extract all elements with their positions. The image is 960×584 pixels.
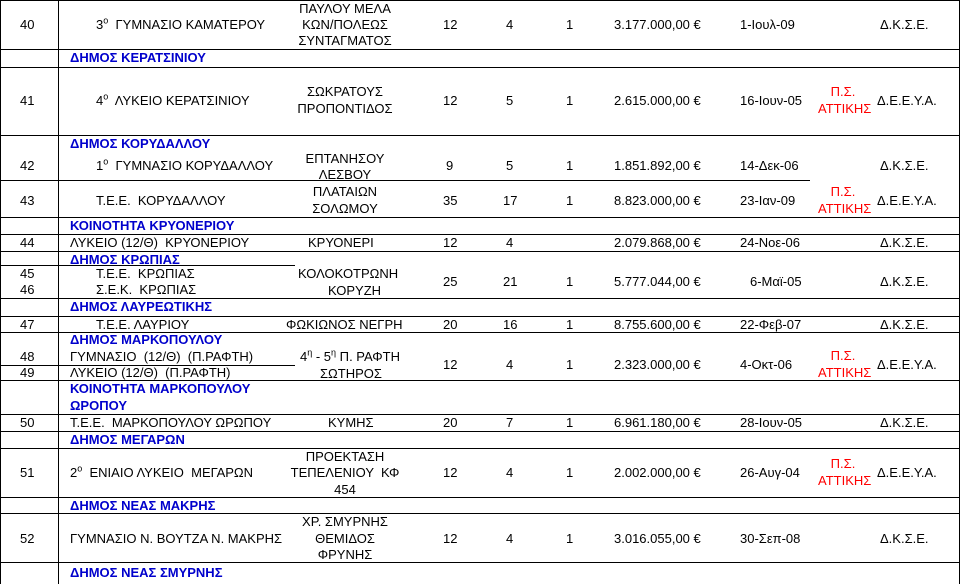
address-line: ΦΡΥΝΗΣ (317, 547, 373, 562)
school-name: $1^o$ ΓΥΜΝΑΣΙΟ ΚΟΡΥΔΑΛΛΟΥ (96, 156, 274, 173)
municipality-header: ΔΗΜΟΣ ΝΕΑΣ ΜΑΚΡΗΣ (70, 498, 216, 513)
ps-label: Π.Σ. (830, 348, 856, 363)
date: 1-Ιουλ-09 (740, 17, 795, 32)
address-line: ΤΕΠΕΛΕΝΙΟΥ ΚΦ (290, 465, 400, 480)
date: 23-Ιαν-09 (740, 193, 796, 208)
address-line: ΣΩΤΗΡΟΣ (320, 366, 382, 381)
municipality-header: ΚΟΙΝΟΤΗΤΑ ΜΑΡΚΟΠΟΥΛΟΥ (70, 381, 251, 396)
count-1: 25 (443, 274, 458, 289)
count-2: 5 (506, 93, 514, 108)
address-line: ΠΡΟΠΟΝΤΙΔΟΣ (297, 101, 393, 116)
row-separator (0, 180, 810, 181)
school-name: $4^o$ ΛΥΚΕΙΟ ΚΕΡΑΤΣΙΝΙΟΥ (96, 91, 250, 108)
school-name: $3^o$ ΓΥΜΝΑΣΙΟ ΚΑΜΑΤΕΡΟΥ (96, 15, 266, 32)
municipality-header: ΔΗΜΟΣ ΚΡΩΠΙΑΣ (70, 252, 180, 267)
address-line: ΛΕΣΒΟΥ (318, 167, 372, 182)
agency: Δ.Ε.Ε.Υ.Α. (877, 357, 937, 372)
amount: 1.851.892,00 € (614, 158, 701, 173)
municipality-header: ΔΗΜΟΣ ΚΕΡΑΤΣΙΝΙΟΥ (70, 50, 206, 65)
address-line: ΣΟΛΩΜΟΥ (312, 201, 378, 216)
agency: Δ.Κ.Σ.Ε. (880, 17, 929, 32)
date: 4-Οκτ-06 (740, 357, 793, 372)
count-3: 1 (566, 158, 574, 173)
count-3: 1 (566, 317, 574, 332)
count-3: 1 (566, 531, 574, 546)
row-number: 46 (20, 282, 35, 297)
row-number: 51 (20, 465, 35, 480)
address-line: ΚΟΡΥΖΗ (328, 283, 382, 298)
row-number: 44 (20, 235, 35, 250)
date: 28-Ιουν-05 (740, 415, 803, 430)
column-separator (58, 0, 59, 584)
row-number: 52 (20, 531, 35, 546)
ps-label: Π.Σ. (830, 184, 856, 199)
count-2: 4 (506, 465, 514, 480)
school-name: ΛΥΚΕΙΟ (12/Θ) (Π.ΡΑΦΤΗ) (70, 365, 231, 380)
date: 16-Ιουν-05 (740, 93, 803, 108)
count-2: 17 (503, 193, 518, 208)
amount: 3.177.000,00 € (614, 17, 701, 32)
agency: Δ.Κ.Σ.Ε. (880, 415, 929, 430)
address-line: 454 (334, 482, 356, 497)
amount: 2.323.000,00 € (614, 357, 701, 372)
amount: 3.016.055,00 € (614, 531, 701, 546)
address-line: ΚΥΜΗΣ (328, 415, 374, 430)
school-name: Τ.Ε.Ε. ΜΑΡΚΟΠΟΥΛΟΥ ΩΡΩΠΟΥ (70, 415, 272, 430)
column-separator (0, 0, 1, 584)
date: 6-Μαϊ-05 (750, 274, 802, 289)
count-3: 1 (566, 465, 574, 480)
date: 14-Δεκ-06 (740, 158, 799, 173)
school-name: ΛΥΚΕΙΟ (12/Θ) ΚΡΥΟΝΕΡΙΟΥ (70, 235, 250, 250)
amount: 2.615.000,00 € (614, 93, 701, 108)
row-number: 40 (20, 17, 35, 32)
address-line: ΣΩΚΡΑΤΟΥΣ (307, 84, 383, 99)
agency: Δ.Κ.Σ.Ε. (880, 531, 929, 546)
count-1: 12 (443, 235, 458, 250)
municipality-header: ΚΟΙΝΟΤΗΤΑ ΚΡΥΟΝΕΡΙΟΥ (70, 218, 235, 233)
count-1: 12 (443, 465, 458, 480)
count-2: 21 (503, 274, 518, 289)
count-2: 16 (503, 317, 518, 332)
count-1: 12 (443, 17, 458, 32)
municipality-header: ΩΡΟΠΟΥ (70, 398, 128, 413)
agency: Δ.Κ.Σ.Ε. (880, 317, 929, 332)
row-number: 49 (20, 365, 35, 380)
amount: 5.777.044,00 € (614, 274, 701, 289)
count-2: 7 (506, 415, 514, 430)
count-2: 5 (506, 158, 514, 173)
agency: Δ.Ε.Ε.Υ.Α. (877, 93, 937, 108)
row-number: 42 (20, 158, 35, 173)
count-1: 20 (443, 317, 458, 332)
date: 24-Νοε-06 (740, 235, 800, 250)
ps-region: ΑΤΤΙΚΗΣ (818, 365, 872, 380)
address-line: ΚΟΛΟΚΟΤΡΩΝΗ (298, 266, 399, 281)
count-1: 12 (443, 531, 458, 546)
count-3: 1 (566, 93, 574, 108)
address-line: ΠΑΥΛΟΥ ΜΕΛΑ (299, 1, 391, 16)
count-3: 1 (566, 274, 574, 289)
municipality-header: ΔΗΜΟΣ ΚΟΡΥΔΑΛΛΟΥ (70, 136, 211, 151)
amount: 8.823.000,00 € (614, 193, 701, 208)
amount: 2.079.868,00 € (614, 235, 701, 250)
count-3: 1 (566, 193, 574, 208)
municipality-header: ΔΗΜΟΣ ΜΑΡΚΟΠΟΥΛΟΥ (70, 332, 223, 347)
address-line: ΠΛΑΤΑΙΩΝ (312, 184, 378, 199)
address-line: ΦΩΚΙΩΝΟΣ ΝΕΓΡΗ (286, 317, 403, 332)
row-number: 45 (20, 266, 35, 281)
school-name: ΓΥΜΝΑΣΙΟ (12/Θ) (Π.ΡΑΦΤΗ) (70, 349, 254, 364)
row-separator (0, 448, 960, 449)
municipality-header: ΔΗΜΟΣ ΛΑΥΡΕΩΤΙΚΗΣ (70, 299, 213, 314)
row-number: 50 (20, 415, 35, 430)
count-2: 4 (506, 235, 514, 250)
count-3: 1 (566, 357, 574, 372)
row-number: 48 (20, 349, 35, 364)
agency: Δ.Κ.Σ.Ε. (880, 158, 929, 173)
municipality-header: ΔΗΜΟΣ ΜΕΓΑΡΩΝ (70, 432, 185, 447)
agency: Δ.Ε.Ε.Υ.Α. (877, 465, 937, 480)
agency: Δ.Κ.Σ.Ε. (880, 274, 929, 289)
address-line: ΣΥΝΤΑΓΜΑΤΟΣ (298, 33, 392, 48)
ps-region: ΑΤΤΙΚΗΣ (818, 473, 872, 488)
address-line: $4^\eta - 5^\eta$ Π. ΡΑΦΤΗ (300, 347, 400, 364)
address-line: ΕΠΤΑΝΗΣΟΥ (305, 151, 385, 166)
agency: Δ.Κ.Σ.Ε. (880, 235, 929, 250)
count-3: 1 (566, 415, 574, 430)
address-line: ΚΩΝ/ΠΟΛΕΩΣ (302, 17, 388, 32)
address-line: ΧΡ. ΣΜΥΡΝΗΣ (302, 514, 388, 529)
school-name: Τ.Ε.Ε. ΛΑΥΡΙΟΥ (96, 317, 190, 332)
school-name: ΓΥΜΝΑΣΙΟ Ν. ΒΟΥΤΖΑ Ν. ΜΑΚΡΗΣ (70, 531, 283, 546)
count-2: 4 (506, 357, 514, 372)
school-name: Σ.Ε.Κ. ΚΡΩΠΙΑΣ (96, 282, 197, 297)
address-line: ΚΡΥΟΝΕΡΙ (308, 235, 374, 250)
row-number: 41 (20, 93, 35, 108)
address-line: ΠΡΟΕΚΤΑΣΗ (305, 449, 385, 464)
ps-region: ΑΤΤΙΚΗΣ (818, 101, 872, 116)
row-separator (0, 0, 960, 1)
count-2: 4 (506, 531, 514, 546)
amount: 8.755.600,00 € (614, 317, 701, 332)
count-1: 9 (446, 158, 454, 173)
date: 26-Αυγ-04 (740, 465, 800, 480)
row-number: 43 (20, 193, 35, 208)
row-separator (0, 562, 960, 563)
count-1: 20 (443, 415, 458, 430)
count-2: 4 (506, 17, 514, 32)
address-line: ΘΕΜΙΔΟΣ (315, 531, 375, 546)
ps-label: Π.Σ. (830, 456, 856, 471)
amount: 6.961.180,00 € (614, 415, 701, 430)
school-name: $2^o$ ΕΝΙΑΙΟ ΛΥΚΕΙΟ ΜΕΓΑΡΩΝ (70, 463, 254, 480)
school-name: Τ.Ε.Ε. ΚΟΡΥΔΑΛΛΟΥ (96, 193, 226, 208)
ps-region: ΑΤΤΙΚΗΣ (818, 201, 872, 216)
row-number: 47 (20, 317, 35, 332)
count-1: 12 (443, 93, 458, 108)
municipality-header: ΔΗΜΟΣ ΝΕΑΣ ΣΜΥΡΝΗΣ (70, 565, 223, 580)
ps-label: Π.Σ. (830, 84, 856, 99)
count-1: 35 (443, 193, 458, 208)
date: 30-Σεπ-08 (740, 531, 801, 546)
row-separator (0, 67, 960, 68)
school-name: Τ.Ε.Ε. ΚΡΩΠΙΑΣ (96, 266, 195, 281)
count-1: 12 (443, 357, 458, 372)
agency: Δ.Ε.Ε.Υ.Α. (877, 193, 937, 208)
date: 22-Φεβ-07 (740, 317, 802, 332)
count-3: 1 (566, 17, 574, 32)
amount: 2.002.000,00 € (614, 465, 701, 480)
